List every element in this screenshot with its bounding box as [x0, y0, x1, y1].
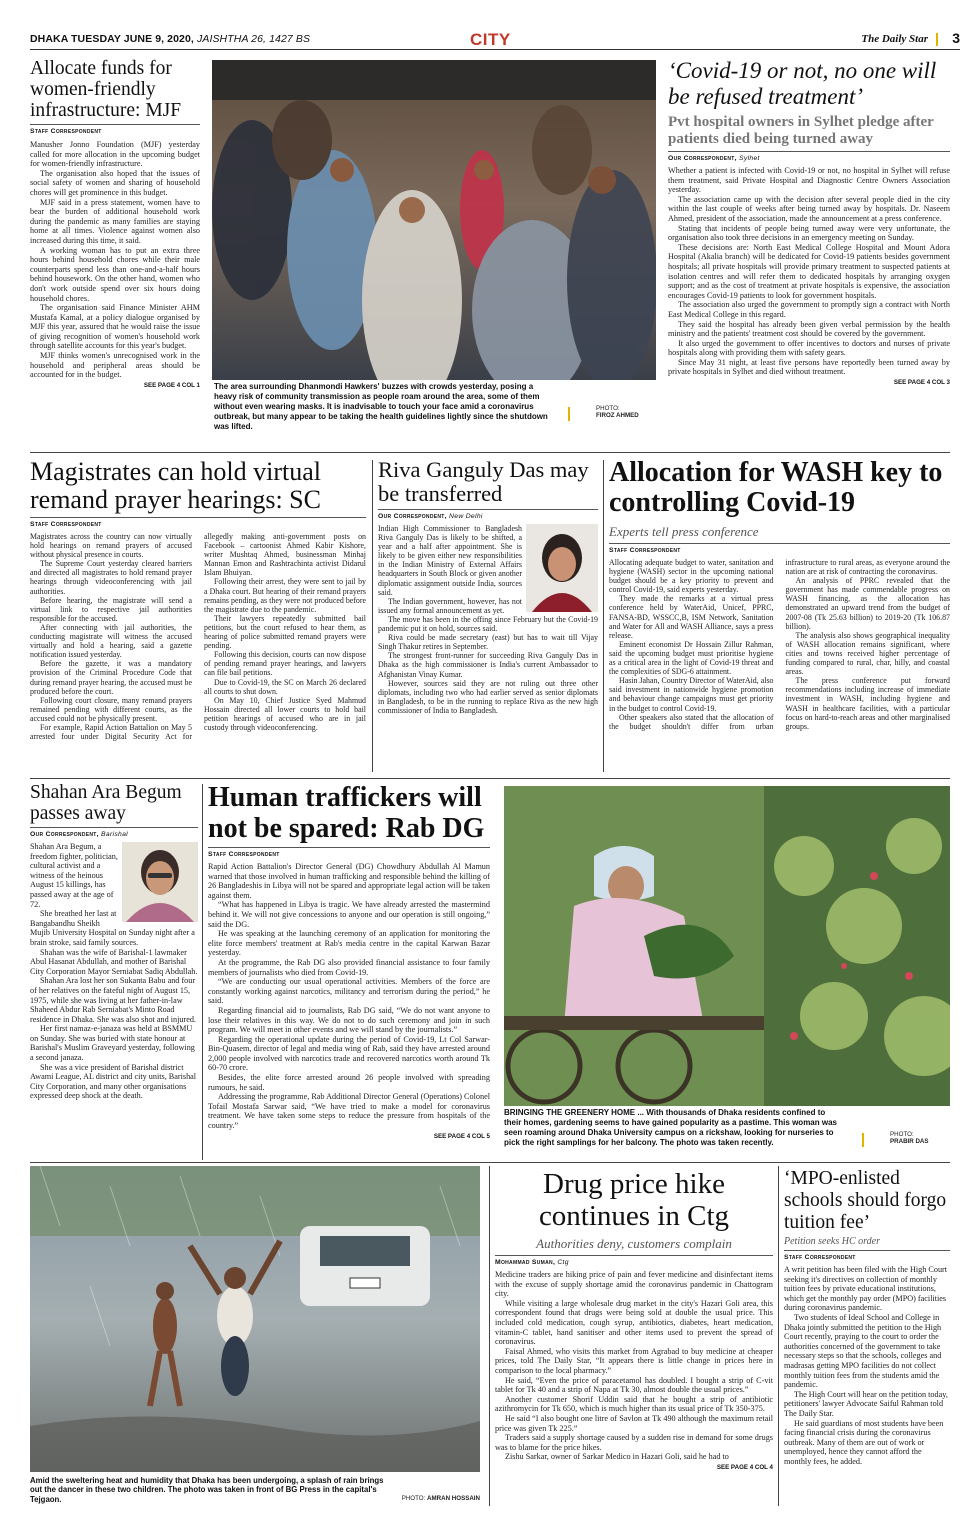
subheadline: Experts tell press conference	[609, 524, 759, 539]
article-virtual-remand	[30, 458, 366, 774]
divider	[568, 407, 570, 421]
byline: Mohammad Suman, Ctg	[495, 1255, 773, 1266]
gardening-photo	[504, 786, 950, 1106]
continued-link[interactable]: SEE PAGE 4 COL 5	[433, 1132, 490, 1140]
headline: Allocate funds for women-friendly infrastructure: MJF	[30, 58, 182, 121]
continued-link[interactable]: SEE PAGE 4 COL 1	[143, 381, 200, 389]
byline: Our Correspondent, Barishal	[30, 827, 198, 838]
subheadline: Pvt hospital owners in Sylhet pledge after patients died being turned away	[668, 114, 934, 147]
photo-rain	[30, 1166, 480, 1506]
paper-logo: The Daily Star	[861, 33, 928, 45]
photo-crowd	[212, 60, 656, 462]
byline: Staff Correspondent	[609, 543, 950, 554]
byline: Our Correspondent, Sylhet	[668, 151, 950, 162]
divider	[30, 778, 950, 779]
photo-gardening	[504, 786, 950, 1158]
subheadline: Petition seeks HC order	[784, 1236, 881, 1247]
divider	[202, 784, 203, 1160]
headline: ‘Covid-19 or not, no one will be refused treatment’	[668, 58, 937, 109]
headline: Magistrates can hold virtual remand prayer hearings: SC	[30, 458, 321, 514]
rain-photo	[30, 1166, 480, 1472]
article-rab-dg	[208, 782, 490, 1162]
masthead	[30, 30, 960, 50]
subheadline: Authorities deny, customers complain	[536, 1236, 732, 1251]
headline: Human traffickers will not be spared: Rab DG	[208, 782, 485, 844]
divider	[489, 1166, 490, 1506]
byline: Staff Correspondent	[208, 847, 490, 858]
photo-caption: The area surrounding Dhanmondi Hawkers' buzzes with crowds yesterday, posing a heavy risk of community transmission as people roam around the area, some of them without even wearing masks. It is inadvisable to touch your face amid a coronavirus outbreak, but many appear to be taking the health guidelines lightly since the shutdown was lifted.	[214, 382, 548, 431]
article-wash	[609, 458, 950, 774]
portrait-photo	[122, 842, 198, 922]
photo-credit: PHOTO: AMRAN HOSSAIN	[401, 1495, 480, 1502]
article-body: Shahan Ara Begum, a freedom fighter, politician, cultural activist and a witness of the heinous August 15 killings, has passed away at the age of 72. She breathed her last at Bangabandhu Sheikh Mujib University Hospital on Sunday night after a brain stroke, said family sources. Shahan was the wife of Barishal-1 lawmaker Abul Hasanat Abdullah, and mother of Barishal City Corporation Mayor Serniabat Sadiq Abdullah. Shahan Ara lost her son Sukanta Babu and four of her relatives on the fateful night of August 15, 1975, while she was living at her father-in-law Shaheed Abdur Rab Serniabat's Minto Road residence in Dhaka. She was also shot and injured. Her first namaz-e-janaza was held at BSMMU on Sunday. She was buried with state honour at Barishal's Muslim Graveyard yesterday, following a second janaza. She was a vice president of Barishal district Awami League, AL district and city units, Barishal City Corporation, and many other organisations expressed deep shock at the death.	[30, 842, 198, 1101]
headline: Allocation for WASH key to controlling Covid-19	[609, 458, 943, 518]
article-body: A writ petition has been filed with the High Court seeking it's directives on collection of monthly tuition fees by private educational institutions, which get the monthly pay order (MPO) facilities during coronavirus pandemic. Two students of Ideal School and College in Dhaka jointly submitted the petition to the High Court recently, praying to the court to order the authorities concerned of the government to take necessary steps so that the schools, colleges and madrasas getting MPO facilities do not collect monthly tuition fees from the students amid the pandemic. The High Court will hear on the petition today, petitioners' lawyer Advocate Saiful Rahman told The Daily Star. He said guardians of most students have been facing financial crisis during the coronavirus outbreak. Many of them are out of work or unemployed, hence they cannot afford the monthly fees, he added.	[784, 1265, 948, 1466]
headline: Drug price hike continues in Ctg	[538, 1168, 730, 1232]
article-body: Indian High Commissioner to Bangladesh Riva Ganguly Das is likely to be shifted, a year and a half after appointment. She is likely to be given either new responsibilities in the Indian Ministry of External Affairs headquarters in South Block or given another diplomatic assignment outside India, sources said. The Indian government, however, has not issued any formal announcement as yet. The move has been in the offing since February but the Covid-19 pandemic put it on hold, sources said. Riva could be made secretary (east) but has to wait till Vijay Singh Thakur retires in September. The strongest front-runner for succeeding Riva Ganguly Das in Dhaka as the high commissioner is India's current Ambassador to Afghanistan Vinay Kumar. However, sources said they are not ruling out three other diplomats, including two who had earlier served as senior diplomats in Bangladesh, to be in the running to replace Riva as the new high commissioner of India to Bangladesh.	[378, 524, 598, 715]
photo-caption: BRINGING THE GREENERY HOME ... With thousands of Dhaka residents confined to their homes, gardening seems to have gained popularity as a pastime. This woman was seen roaming around Dhaka University campus on a rickshaw, looking for nurseries to pick the right samplings for her balcony. The photo was taken recently.	[504, 1108, 837, 1147]
portrait-image	[526, 524, 598, 612]
divider	[603, 460, 604, 772]
headline: ‘MPO-enlisted schools should forgo tuition fee’	[784, 1168, 947, 1233]
article-body: Manusher Jonno Foundation (MJF) yesterday called for more allocation in the upcoming budget for women-friendly infrastructure. The organisation also hoped that the issues of social safety of women and sharing of household chores will get prominence in this budget. MJF said in a press statement, women have to bear the burden of additional household work during the pandemic as many families are staying home at all times. Violence against women also increased during this time, it said. A working woman has to put an extra three hours behind household chores while their male counterparts spend less than one-and-a-half hours behind housework. On the other hand, women who don't work outside spend over six hours doing household chores. The organisation said Finance Minister AHM Mustafa Kamal, at a policy dialogue organised by MJF this year, assured that he would raise the issue of giving recognition of women's household work through satellite accounts for this year's budget. MJF thinks women's unrecognised work in the household and peripheral areas should be accounted for in the budget.	[30, 140, 200, 380]
byline: Staff Correspondent	[30, 124, 200, 135]
continued-link[interactable]: SEE PAGE 4 COL 3	[893, 379, 950, 387]
divider	[936, 33, 938, 46]
article-sylhet-hospitals	[668, 58, 950, 448]
divider	[30, 452, 950, 453]
photo-credit: PHOTO: FIROZ AHMED	[596, 405, 656, 419]
headline: Riva Ganguly Das may be transferred	[378, 458, 589, 506]
article-body: Rapid Action Battalion's Director General (DG) Chowdhury Abdullah Al Mamun warned that those involved in human trafficking and responsible behind the killing of 26 Bangladeshis in Libya will not be spared and appropriate legal action will be taken against them. “What has happened in Libya is tragic. We have already arrested the mastermind behind it. We will not give concessions to anyone and our operation is still ongoing,” said the DG. He was speaking at the launching ceremony of an application for monitoring the elite force members' treatment at Rab's media centre in the capital Karwan Bazar yesterday. At the programme, the Rab DG also provided financial assistance to four family members of journalists who died from Covid-19. “We are conducting our usual operational activities. Members of the force are constantly working against narcotics, militancy and terrorism during the period,” he said. Regarding financial aid to journalists, Rab DG said, “We do not want anyone to lose their relatives in this way. We do not to do such ceremony and join in such program. We will meet in other events and we will stand by the journalists.” Regarding the operational update during the period of Covid-19, Lt Col Sarwar-Bin-Quasem, director of legal and media wing of Rab, said they have arrested around 2,000 people involved with narcotics trade and recovered narcotics worth around Tk 60-70 crore. Besides, the elite force arrested around 26 people involved with spreading rumours, he said. Addressing the programme, Rab Additional Director General (Operations) Colonel Tofail Mostafa Sarwar said, “We have tried to make a model for coronavirus treatment. We have taken some steps to reduce the pressure from hospitals of the country.”	[208, 862, 490, 1131]
article-mjf	[30, 58, 200, 444]
divider	[30, 1162, 950, 1163]
continued-link[interactable]: SEE PAGE 4 COL 4	[716, 1463, 773, 1471]
article-shahan-ara	[30, 782, 198, 1154]
article-riva-ganguly	[378, 458, 598, 774]
article-mpo-schools	[784, 1168, 950, 1508]
article-body: Medicine traders are hiking price of pain and fever medicine and disinfectant items with the excuse of supply shortage amid the coronavirus pandemic in Chattogram city. While visiting a large wholesale drug market in the city's Hazari Goli area, this correspondent found that drugs were being sold at double the usual price. This included cold medication, cough syrup, antibiotics, diabetes, heart medication, vitamin-C tablet, hand sanitiser and other items used to prevent the spread of coronavirus. Faisal Ahmed, who visits this market from Agrabad to buy medicine at cheaper prices, told The Daily Star, “It appears there is little change in prices here in comparison to the local pharmacy.” He said, “Even the price of paracetamol has doubled. I bought a strip of C-vit tablet for Tk 40 and a strip of Napa at Tk 30, almost double the usual prices.” Another customer Shorif Uddin said that he bought a strip of antibiotic azithromycin for Tk 650, which is much higher than its usual price of Tk 350-375. He said “I also bought one litre of Savlon at Tk 490 although the maximum retail price was given Tk 225.” Traders said a supply shortage caused by a sudden rise in demand for some drugs was to blame for the price hikes. Zishu Sarkar, owner of Sarkar Medico in Hazari Goli, said he had to	[495, 1270, 773, 1462]
divider	[862, 1133, 864, 1147]
portrait-photo	[526, 524, 598, 612]
article-body: Allocating adequate budget to water, sanitation and hygiene (WASH) sector in the upcoming national budget should be a key priority to prevent and control Covid-19, said experts yesterday. They made the remarks at a virtual press conference held by WaterAid, Unicef, PPRC, FANSA-BD, WSSCC,B, ISM Network, Sanitation and Water for All and WASH Alliance, says a press release. Eminent economist Dr Hossain Zillur Rahman, said the upcoming budget must prioritise hygiene as a critical area in the light of Covid-19 threat and the complexities of SDG-6 attainment. Hasin Jahan, Country Director of WaterAid, also said investment in nationwide hygiene promotion and behaviour change campaigns must get priority in the budget to control Covid-19. Other speakers also stated that the allocation of the budget shouldn't differ from urban infrastructure to rural areas, as everyone around the nation are at risk of contracting the coronavirus. An analysis of PPRC revealed that the government has made commendable progress on WASH financing, as the allocation has demonstrated an upward trend from the budget of 2007-08 (Tk 25.63 billion) to 2019-20 (Tk 106.87 billion). The analysis also shows geographical inequality of WASH allocation remains significant, where cities and towns received higher percentage of funding compared to rural, char, hilly, and coastal areas. The press conference put forward recommendations including increase of immediate investment in WASH, including hygiene and WASH in healthcare facilities, with a particular focus on hard-to-reach areas and other marginalised groups.	[609, 558, 950, 731]
portrait-image	[122, 842, 198, 922]
issue-date: DHAKA TUESDAY JUNE 9, 2020, JAISHTHA 26, 1427 BS	[30, 33, 311, 45]
photo-credit: PHOTO: PRABIR DAS	[890, 1131, 950, 1145]
article-drug-price	[495, 1168, 773, 1508]
divider	[778, 1166, 779, 1506]
article-body: Magistrates across the country can now virtually hold hearings on remand prayers of accused without physical presence in courts. The Supreme Court yesterday cleared barriers and directed all magistrates to hold remand prayer hearings through videoconferencing with jail authorities. Before hearing, the magistrate will send a virtual link to respective jail authorities responsible for the accused. After connecting with jail authorities, the conducting magistrate will witness the accused virtually and hold a hearing, said a gazette notification issued yesterday. Before the gazette, it was a mandatory provision of the Criminal Procedure Code that during remand prayer hearing, the accused must be produced before the court. Following court closure, many remand prayers remained pending with different courts, as the accused could not be physically present. For example, Rapid Action Battalion on May 5 arrested four under Digital Security Act for allegedly making anti-government posts on Facebook – cartoonist Ahmed Kabir Kishore, writer Mushtaq Ahmed, businessman Minhaj Mannan Emon and Rashtrachinta activist Didarul Islam Bhuiyan. Following their arrest, they were sent to jail by a Dhaka court. But hearing of their remand prayers remains pending, as they were not produced before the magistrate due to the pandemic. Their lawyers repeatedly submitted bail petitions, but the court refused to hear them, as hearing of police submitted remand prayers were pending. Following this decision, courts can now dispose of pending remand prayer hearings, and lawyers can file bail petitions. Due to Covid-19, the SC on March 26 declared all courts to shut down. On May 10, Chief Justice Syed Mahmud Hossain directed all lower courts to hold bail petition hearings of accused who are in jail custody through videoconferencing.	[30, 532, 366, 742]
byline: Our Correspondent, New Delhi	[378, 509, 598, 520]
section-title: CITY	[470, 30, 511, 49]
byline: Staff Correspondent	[784, 1250, 950, 1261]
byline: Staff Correspondent	[30, 517, 366, 528]
crowd-photo	[212, 60, 656, 380]
divider	[372, 460, 373, 772]
page-number: 3	[952, 30, 960, 46]
photo-caption: Amid the sweltering heat and humidity that Dhaka has been undergoing, a splash of rain brings out the dancer in these two children. The photo was taken in front of BG Press in the capital's Tejgaon.	[30, 1476, 384, 1504]
headline: Shahan Ara Begum passes away	[30, 782, 182, 824]
article-body: Whether a patient is infected with Covid-19 or not, no hospital in Sylhet will refuse them treatment, said Private Hospital and Diagnostic Centre Owners Association yesterday. The association came up with the decision after several people died in the city within the last couple of weeks after being turned away by hospitals. Dr. Naseem Ahmed, president of the association, made the announcement at a press conference. Stating that incidents of people being turned away were very unfortunate, the organisation also took three decisions in an emergency meeting on Sunday. These decisions are: North East Medical College Hospital and Mount Adora Hospital (Akalia branch) will be dedicated for Covid-19 patients besides government hospitals; all private hospitals will provide primary treatment to suspected patients at isolation centres and will refer them to dedicated hospitals by arranging oxygen support; and as the cost of treatment at private hospitals is expensive, the association encourages Covid-19 patients to look for government hospitals. The association also urged the government to promptly sign a contract with North East Medical College in this regard. They said the hospital has already been given verbal permission by the health ministry and the patients' treatment cost should be covered by the government. It also urged the government to offer incentives to doctors and nurses of private hospitals along with providing them with safety gears. Since May 31 night, at least five persons have reportedly been turned away by private hospitals in Sylhet and died without treatment.	[668, 166, 950, 377]
